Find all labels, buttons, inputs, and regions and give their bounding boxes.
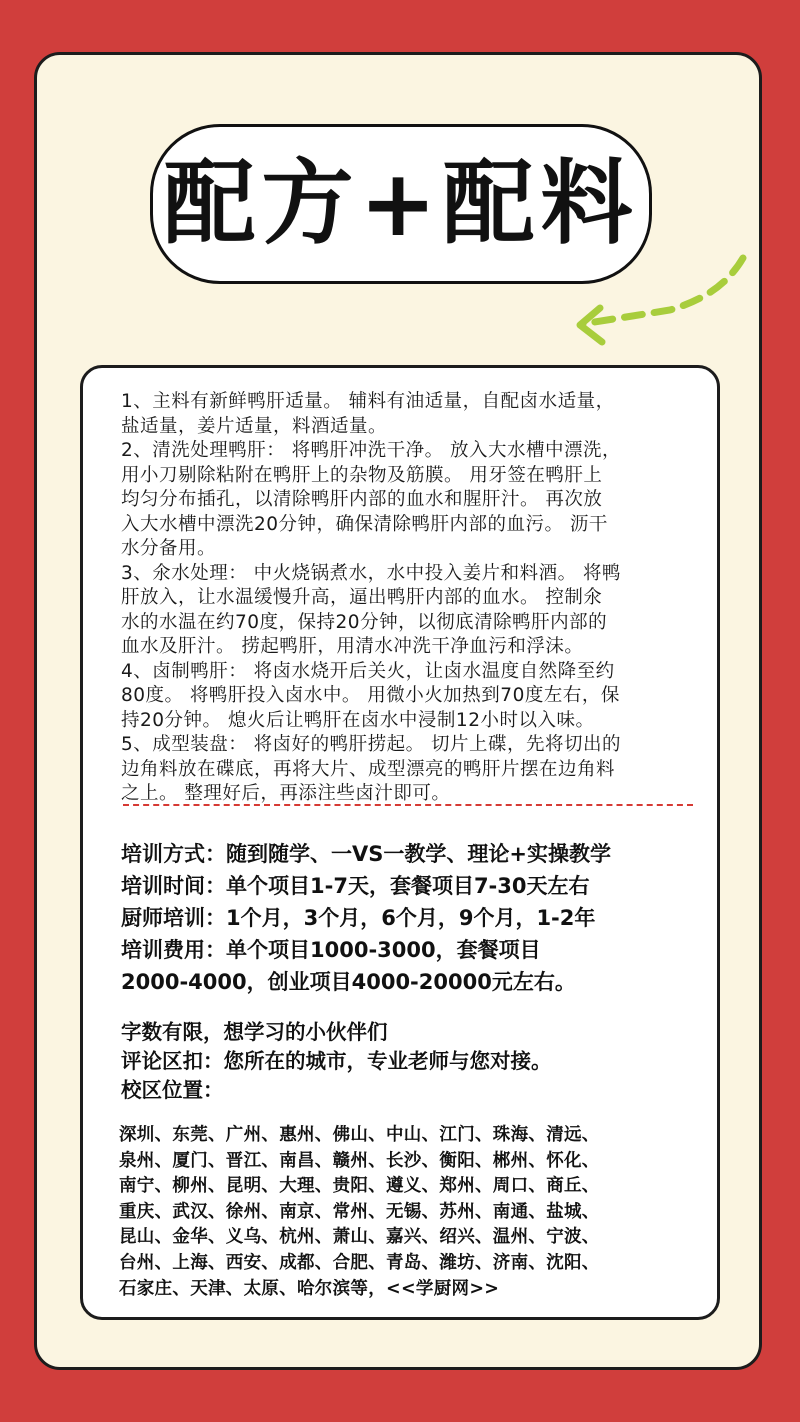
recipe-steps-text: 1、主料有新鲜鸭肝适量。 辅料有油适量，自配卤水适量， 盐适量，姜片适量，料酒适量。 2、清洗处理鸭肝： 将鸭肝冲洗干净。 放入大水槽中漂洗， 用小刀剔除粘附在鸭肝上的杂物及筋膜。 用牙签在鸭肝上 均匀分布插孔，以清除鸭肝内部的血水和腥肝汁。 再次放 入大水槽中漂洗20分钟，确保清除鸭肝内部的血污。 沥干 水分备用。 3、氽水处理： 中火烧锅煮水，水中投入姜片和料酒。 将鸭 肝放入，让水温缓慢升高，逼出鸭肝内部的血水。 控制氽 水的水温在约70度，保持20分钟，以彻底清除鸭肝内部的 血水及肝汁。 捞起鸭肝，用清水冲洗干净血污和浮沫。 4、卤制鸭肝： 将卤水烧开后关火，让卤水温度自然降至约 80度。 将鸭肝投入卤水中。 用微小火加热到70度左右，保 持20分钟。 熄火后让鸭肝在卤水中浸制12小时以入味。 5、成型装盘： 将卤好的鸭肝捞起。 切片上碟，先将切出的 边角料放在碟底，再将大片、成型漂亮的鸭肝片摆在边角料 之上。 整理好后，再添注些卤汁即可。 — [121, 391, 622, 804]
campus-cities-text: 深圳、东莞、广州、惠州、佛山、中山、江门、珠海、清远、 泉州、厦门、晋江、南昌、赣州、长沙、衡阳、郴州、怀化、 南宁、柳州、昆明、大理、贵阳、遵义、郑州、周口、商丘、 重庆、武汉、徐州、南京、常州、无锡、苏州、南通、盐城、 昆山、金华、义乌、杭州、萧山、嘉兴、绍兴、温州、宁波、 台州、上海、西安、成都、合肥、青岛、潍坊、济南、沈阳、 石家庄、天津、太原、哈尔滨等，<<学厨网>> — [119, 1125, 600, 1299]
training-info-text: 培训方式：随到随学、一VS一教学、理论+实操教学 培训时间：单个项目1-7天，套餐项目7-30天左右 厨师培训：1个月，3个月，6个月，9个月，1-2年 培训费用：单个项目1000-3000，套餐项目 2000-4000，创业项目4000-20000元左右。 — [121, 842, 611, 994]
dashed-arrow-icon — [560, 250, 760, 360]
dashed-divider — [123, 804, 693, 806]
contact-info-text: 字数有限，想学习的小伙伴们 评论区扣：您所在的城市，专业老师与您对接。 校区位置： — [121, 1020, 552, 1102]
recipe-content-panel — [80, 365, 720, 1320]
page-title: 配方+配料 — [163, 150, 639, 257]
